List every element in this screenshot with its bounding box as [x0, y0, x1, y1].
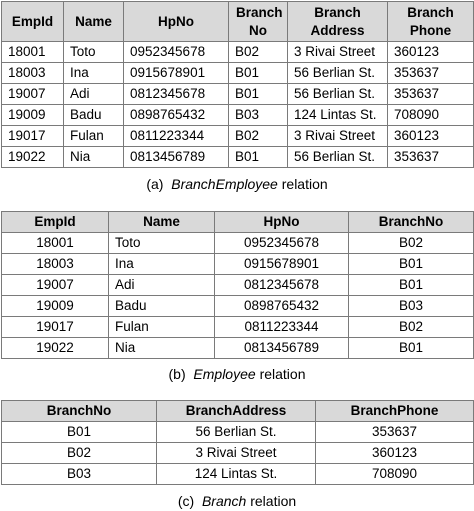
- table-row: [2, 126, 474, 147]
- table-cell: 19022: [2, 147, 64, 168]
- table-cell: 18003: [2, 254, 109, 275]
- column-header: HpNo: [215, 212, 349, 233]
- table-cell: Adi: [64, 84, 124, 105]
- caption-suffix: relation: [250, 493, 297, 509]
- table-row: [2, 443, 474, 464]
- table-cell: B03: [349, 296, 474, 317]
- table-cell: 3 Rivai Street: [157, 443, 316, 464]
- caption-label: (a): [146, 176, 164, 192]
- caption-label: (c): [177, 493, 195, 509]
- table-row: [2, 296, 474, 317]
- table-row: [2, 254, 474, 275]
- column-header-text: Branch Phone: [407, 4, 454, 38]
- table-cell: 360123: [388, 126, 474, 147]
- table-row: [2, 275, 474, 296]
- table-cell: 353637: [388, 147, 474, 168]
- table-cell: 56 Berlian St.: [288, 63, 388, 84]
- table-cell: 0898765432: [124, 105, 229, 126]
- table-cell: Badu: [109, 296, 215, 317]
- table-cell: 0952345678: [124, 42, 229, 63]
- column-header: EmpId: [2, 212, 109, 233]
- column-header-text: Branch No: [236, 4, 283, 38]
- table-cell: B02: [2, 443, 157, 464]
- table-cell: 0915678901: [124, 63, 229, 84]
- table-cell: Toto: [109, 233, 215, 254]
- table-cell: 360123: [316, 443, 474, 464]
- column-header: BranchNo: [349, 212, 474, 233]
- table-cell: 0813456789: [124, 147, 229, 168]
- table-cell: 0812345678: [124, 84, 229, 105]
- table-cell: Adi: [109, 275, 215, 296]
- caption-relation-name: BranchEmployee: [171, 176, 278, 192]
- table-cell: B03: [2, 464, 157, 485]
- column-header: HpNo: [124, 2, 229, 42]
- table-cell: 56 Berlian St.: [288, 147, 388, 168]
- column-header: Name: [64, 2, 124, 42]
- table-cell: Fulan: [64, 126, 124, 147]
- table-cell: B02: [349, 317, 474, 338]
- table-cell: 19017: [2, 317, 109, 338]
- table-row: [2, 317, 474, 338]
- table-cell: Nia: [64, 147, 124, 168]
- table-cell: B01: [349, 275, 474, 296]
- table-cell: 19007: [2, 84, 64, 105]
- table-cell: 353637: [388, 63, 474, 84]
- table-row: [2, 422, 474, 443]
- employee-table: [1, 211, 474, 359]
- table-cell: 0811223344: [124, 126, 229, 147]
- table-cell: B01: [229, 63, 288, 84]
- table-cell: Fulan: [109, 317, 215, 338]
- column-header: BranchPhone: [316, 401, 474, 422]
- table-cell: 0813456789: [215, 338, 349, 359]
- caption-relation-name: Employee: [193, 366, 256, 382]
- table-cell: 3 Rivai Street: [288, 126, 388, 147]
- table-cell: 18001: [2, 42, 64, 63]
- column-header: Name: [109, 212, 215, 233]
- column-header: [388, 2, 474, 42]
- table-cell: B02: [349, 233, 474, 254]
- table-cell: Ina: [64, 63, 124, 84]
- table-cell: 0811223344: [215, 317, 349, 338]
- table-cell: 0812345678: [215, 275, 349, 296]
- table-header-row: [2, 2, 474, 42]
- table-cell: B02: [229, 126, 288, 147]
- table-cell: Ina: [109, 254, 215, 275]
- caption-label: (b): [168, 366, 186, 382]
- table-row: [2, 233, 474, 254]
- table-cell: 19017: [2, 126, 64, 147]
- table-cell: 708090: [316, 464, 474, 485]
- table-cell: 0915678901: [215, 254, 349, 275]
- table-cell: B01: [349, 338, 474, 359]
- table-cell: B03: [229, 105, 288, 126]
- table-row: [2, 338, 474, 359]
- table-cell: 3 Rivai Street: [288, 42, 388, 63]
- table-cell: 19009: [2, 105, 64, 126]
- table-cell: 18003: [2, 63, 64, 84]
- table-caption: [0, 366, 474, 382]
- column-header: [229, 2, 288, 42]
- table-cell: B01: [229, 147, 288, 168]
- table-cell: 708090: [388, 105, 474, 126]
- table-cell: 19007: [2, 275, 109, 296]
- table-cell: 19022: [2, 338, 109, 359]
- table-cell: Badu: [64, 105, 124, 126]
- table-cell: 124 Lintas St.: [157, 464, 316, 485]
- table-cell: 353637: [316, 422, 474, 443]
- branch-employee-table: [1, 1, 474, 168]
- table-cell: 18001: [2, 233, 109, 254]
- table-cell: 56 Berlian St.: [288, 84, 388, 105]
- column-header: EmpId: [2, 2, 64, 42]
- table-caption: [0, 493, 474, 509]
- caption-suffix: relation: [259, 366, 306, 382]
- column-header: BranchAddress: [157, 401, 316, 422]
- table-cell: 353637: [388, 84, 474, 105]
- table-cell: 0898765432: [215, 296, 349, 317]
- column-header-text: Branch Address: [310, 4, 365, 38]
- table-cell: 56 Berlian St.: [157, 422, 316, 443]
- table-cell: B01: [349, 254, 474, 275]
- table-cell: 0952345678: [215, 233, 349, 254]
- table-row: [2, 63, 474, 84]
- caption-suffix: relation: [281, 176, 328, 192]
- table-row: [2, 464, 474, 485]
- branch-table: [1, 400, 474, 485]
- table-cell: Toto: [64, 42, 124, 63]
- column-header: [288, 2, 388, 42]
- table-cell: 124 Lintas St.: [288, 105, 388, 126]
- table-caption: [0, 176, 474, 192]
- table-cell: B01: [2, 422, 157, 443]
- table-header-row: [2, 401, 474, 422]
- table-cell: B02: [229, 42, 288, 63]
- table-cell: 19009: [2, 296, 109, 317]
- table-cell: B01: [229, 84, 288, 105]
- table-header-row: [2, 212, 474, 233]
- table-row: [2, 42, 474, 63]
- table-row: [2, 105, 474, 126]
- caption-relation-name: Branch: [201, 493, 247, 509]
- column-header: BranchNo: [2, 401, 157, 422]
- table-row: [2, 147, 474, 168]
- table-cell: 360123: [388, 42, 474, 63]
- table-row: [2, 84, 474, 105]
- table-cell: Nia: [109, 338, 215, 359]
